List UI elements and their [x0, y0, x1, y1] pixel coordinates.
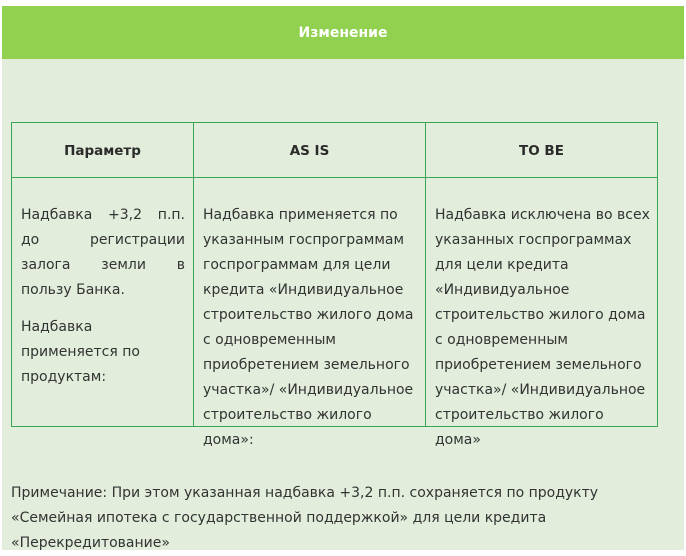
card-header [2, 6, 684, 59]
column-header-parameter: Параметр [64, 142, 141, 159]
as-is-cell [203, 203, 417, 453]
to-be-cell [435, 203, 651, 453]
footnote: Примечание: При этом указанная надбавка +3,2 п.п. сохраняется по продукту «Семейная ипотека с государственной поддержкой» для цели кредита «Перекредитование» [11, 485, 599, 551]
parameter-cell [21, 203, 185, 390]
parameter-text: Надбавка +3,2 п.п. до регистрации залога земли в пользу Банка. [21, 207, 185, 298]
column-header-as-is: AS IS [289, 142, 330, 159]
change-card [2, 6, 684, 550]
as-is-text: Надбавка применяется по указанным госпрограммам госпрограммам для цели кредита «Индивидуальное строительство жилого дома с одновременным приобретением земельного участка»/ «Индивидуальное строительство жилого дома»: [203, 207, 414, 448]
card-title: Изменение [298, 24, 388, 41]
comparison-table [11, 122, 658, 448]
column-header-to-be: TO BE [519, 142, 564, 159]
parameter-products-text: Надбавка применяется по продуктам: [21, 319, 140, 385]
to-be-text: Надбавка исключена во всех указанных госпрограммах для цели кредита «Индивидуальное строительство жилого дома с одновременным приобретением земельного участка»/ «Индивидуальное строительство жилого дома» [435, 207, 650, 448]
